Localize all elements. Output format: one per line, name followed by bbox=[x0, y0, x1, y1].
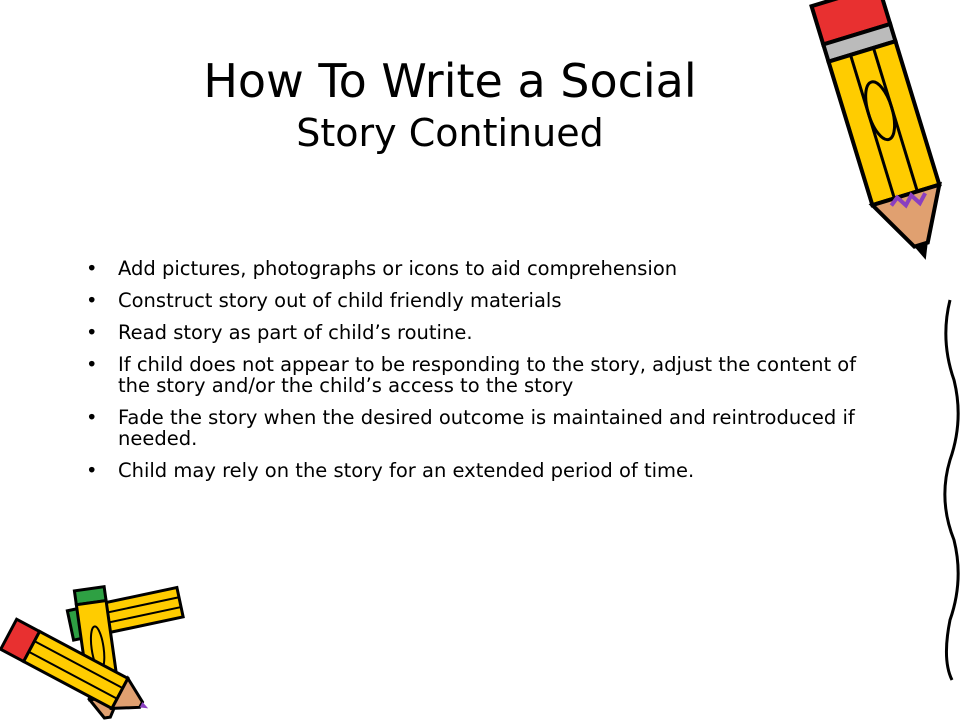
list-item bbox=[86, 407, 876, 449]
title-line-1: How To Write a Social bbox=[203, 54, 697, 108]
bullet-dot: • bbox=[86, 289, 98, 312]
title-line-2: Story Continued bbox=[296, 110, 604, 155]
bullet-text: Child may rely on the story for an extended period of time. bbox=[118, 459, 695, 482]
bullet-dot: • bbox=[86, 257, 98, 280]
list-item bbox=[86, 354, 876, 396]
bullet-text: Read story as part of child’s routine. bbox=[118, 321, 473, 344]
bullet-dot: • bbox=[86, 459, 98, 482]
list-item bbox=[86, 460, 876, 481]
bullet-text: Fade the story when the desired outcome is maintained and reintroduced if needed. bbox=[118, 406, 855, 450]
bullet-text: Construct story out of child friendly materials bbox=[118, 289, 562, 312]
list-item bbox=[86, 290, 876, 311]
list-item bbox=[86, 258, 876, 279]
bullet-text: If child does not appear to be responding to the story, adjust the content of the story and/or the child’s access to the story bbox=[118, 353, 857, 397]
list-item bbox=[86, 322, 876, 343]
bullet-dot: • bbox=[86, 321, 98, 344]
pencils-icon bbox=[0, 578, 200, 720]
bullet-dot: • bbox=[86, 406, 98, 429]
pencil-icon bbox=[808, 0, 960, 700]
bullet-text: Add pictures, photographs or icons to aid comprehension bbox=[118, 257, 678, 280]
bullet-list bbox=[86, 258, 876, 492]
bullet-dot: • bbox=[86, 353, 98, 376]
slide-title bbox=[100, 56, 800, 154]
